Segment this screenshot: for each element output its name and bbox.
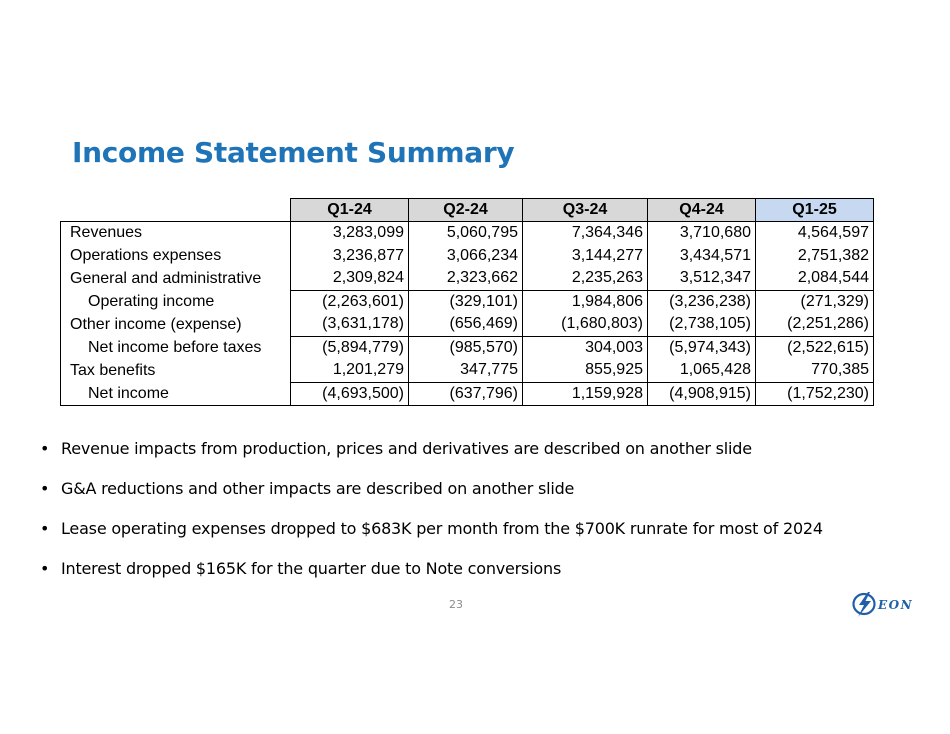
cell-value: 347,775 xyxy=(409,359,523,382)
column-header-q4-24: Q4-24 xyxy=(648,199,756,222)
table-row-operating-income xyxy=(61,290,874,313)
cell-value: (656,469) xyxy=(409,313,523,336)
bullet-text: G&A reductions and other impacts are described on another slide xyxy=(61,479,575,498)
cell-value: 1,984,806 xyxy=(523,290,648,313)
row-label: General and administrative xyxy=(61,267,291,290)
logo-text: EON xyxy=(878,598,914,612)
cell-value: 3,512,347 xyxy=(648,267,756,290)
column-header-q2-24: Q2-24 xyxy=(409,199,523,222)
cell-value: 1,159,928 xyxy=(523,382,648,406)
cell-value: 3,066,234 xyxy=(409,245,523,268)
row-label: Net income before taxes xyxy=(61,336,291,359)
cell-value: (271,329) xyxy=(756,290,874,313)
cell-value: (4,693,500) xyxy=(291,382,409,406)
cell-value: 2,084,544 xyxy=(756,267,874,290)
bullet-dot-icon: • xyxy=(40,519,50,538)
cell-value: (1,752,230) xyxy=(756,382,874,406)
table-row-tax-benefits xyxy=(61,359,874,382)
lightning-globe-icon xyxy=(854,592,875,617)
cell-value: 2,751,382 xyxy=(756,245,874,268)
page-number: 23 xyxy=(449,598,463,611)
income-statement-table-wrap xyxy=(60,198,874,406)
table-row-net-income xyxy=(61,382,874,406)
column-header-q3-24: Q3-24 xyxy=(523,199,648,222)
bullet-item xyxy=(40,437,823,477)
table-row-operations-expenses xyxy=(61,245,874,268)
cell-value: 1,065,428 xyxy=(648,359,756,382)
bullet-item xyxy=(40,517,823,557)
row-label: Other income (expense) xyxy=(61,313,291,336)
cell-value: 3,144,277 xyxy=(523,245,648,268)
cell-value: (3,236,238) xyxy=(648,290,756,313)
cell-value: (4,908,915) xyxy=(648,382,756,406)
cell-value: 4,564,597 xyxy=(756,222,874,245)
cell-value: 304,003 xyxy=(523,336,648,359)
bullet-item xyxy=(40,477,823,517)
cell-value: 1,201,279 xyxy=(291,359,409,382)
bullet-list xyxy=(40,437,823,597)
cell-value: 770,385 xyxy=(756,359,874,382)
cell-value: 2,235,263 xyxy=(523,267,648,290)
cell-value: 3,283,099 xyxy=(291,222,409,245)
column-header-q1-24: Q1-24 xyxy=(291,199,409,222)
cell-value: (5,974,343) xyxy=(648,336,756,359)
cell-value: 3,236,877 xyxy=(291,245,409,268)
cell-value: (5,894,779) xyxy=(291,336,409,359)
header-blank-cell xyxy=(61,199,291,222)
row-label: Net income xyxy=(61,382,291,406)
cell-value: 2,323,662 xyxy=(409,267,523,290)
table-row-general-administrative xyxy=(61,267,874,290)
cell-value: 5,060,795 xyxy=(409,222,523,245)
cell-value: (2,738,105) xyxy=(648,313,756,336)
table-header-row xyxy=(61,199,874,222)
bullet-dot-icon: • xyxy=(40,559,50,578)
cell-value: 3,434,571 xyxy=(648,245,756,268)
cell-value: (2,251,286) xyxy=(756,313,874,336)
bullet-text: Revenue impacts from production, prices and derivatives are described on another slide xyxy=(61,439,752,458)
bullet-text: Lease operating expenses dropped to $683K per month from the $700K runrate for most of 2024 xyxy=(61,519,823,538)
cell-value: (329,101) xyxy=(409,290,523,313)
row-label: Revenues xyxy=(61,222,291,245)
bullet-text: Interest dropped $165K for the quarter due to Note conversions xyxy=(61,559,562,578)
cell-value: (2,522,615) xyxy=(756,336,874,359)
cell-value: 2,309,824 xyxy=(291,267,409,290)
row-label: Operations expenses xyxy=(61,245,291,268)
eon-logo xyxy=(852,590,920,618)
bullet-dot-icon: • xyxy=(40,479,50,498)
cell-value: 855,925 xyxy=(523,359,648,382)
cell-value: (637,796) xyxy=(409,382,523,406)
page-title: Income Statement Summary xyxy=(72,136,515,169)
table-row-revenues xyxy=(61,222,874,245)
cell-value: 3,710,680 xyxy=(648,222,756,245)
row-label: Tax benefits xyxy=(61,359,291,382)
cell-value: (1,680,803) xyxy=(523,313,648,336)
column-header-q1-25: Q1-25 xyxy=(756,199,874,222)
bullet-dot-icon: • xyxy=(40,439,50,458)
cell-value: (3,631,178) xyxy=(291,313,409,336)
bullet-item xyxy=(40,557,823,597)
cell-value: (985,570) xyxy=(409,336,523,359)
row-label: Operating income xyxy=(61,290,291,313)
cell-value: (2,263,601) xyxy=(291,290,409,313)
cell-value: 7,364,346 xyxy=(523,222,648,245)
table-row-other-income xyxy=(61,313,874,336)
income-statement-table xyxy=(60,198,874,406)
table-row-net-income-before-taxes xyxy=(61,336,874,359)
